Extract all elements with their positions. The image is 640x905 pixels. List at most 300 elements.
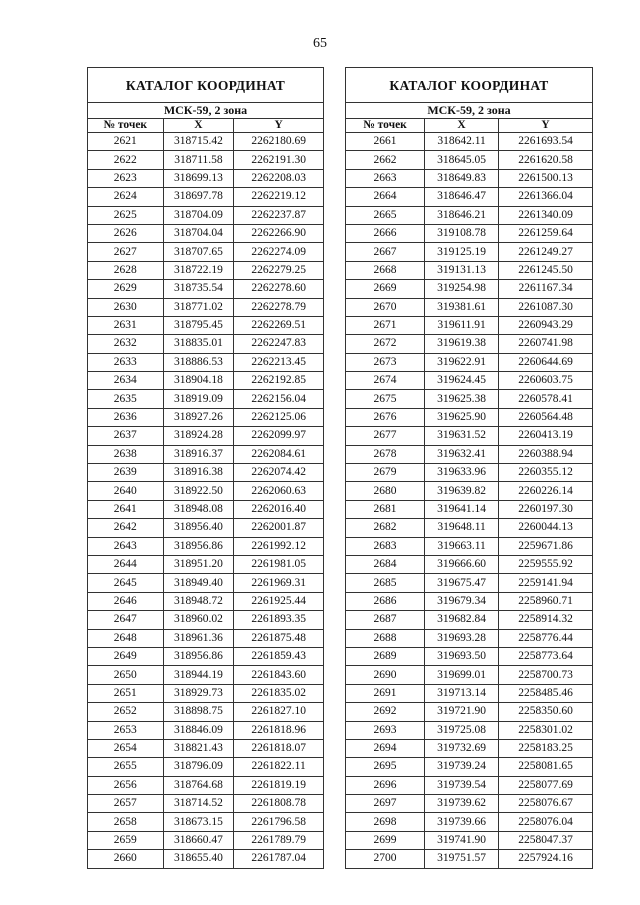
point-number-cell: 2628 xyxy=(88,261,164,279)
point-number-cell: 2692 xyxy=(346,703,425,721)
x-coordinate-cell: 318956.86 xyxy=(163,537,234,555)
y-coordinate-cell: 2258960.71 xyxy=(499,592,593,610)
x-coordinate-cell: 319632.41 xyxy=(425,445,499,463)
point-number-cell: 2624 xyxy=(88,188,164,206)
x-coordinate-cell: 319699.01 xyxy=(425,666,499,684)
y-coordinate-cell: 2262060.63 xyxy=(234,482,324,500)
x-coordinate-cell: 319619.38 xyxy=(425,335,499,353)
table-row xyxy=(88,795,324,813)
x-coordinate-cell: 319254.98 xyxy=(425,280,499,298)
x-coordinate-cell: 318735.54 xyxy=(163,280,234,298)
table-row xyxy=(346,482,593,500)
y-coordinate-cell: 2262191.30 xyxy=(234,151,324,169)
x-coordinate-cell: 319693.50 xyxy=(425,647,499,665)
point-number-cell: 2655 xyxy=(88,758,164,776)
x-coordinate-cell: 319624.45 xyxy=(425,372,499,390)
table-row xyxy=(346,703,593,721)
y-coordinate-cell: 2262125.06 xyxy=(234,408,324,426)
table-row xyxy=(346,445,593,463)
y-coordinate-cell: 2262156.04 xyxy=(234,390,324,408)
table-row xyxy=(346,298,593,316)
table-row xyxy=(88,647,324,665)
y-coordinate-cell: 2257924.16 xyxy=(499,850,593,868)
x-coordinate-cell: 318771.02 xyxy=(163,298,234,316)
table-row xyxy=(88,169,324,187)
y-coordinate-cell: 2261822.11 xyxy=(234,758,324,776)
x-coordinate-cell: 318704.04 xyxy=(163,224,234,242)
y-coordinate-cell: 2261827.10 xyxy=(234,703,324,721)
x-coordinate-cell: 318673.15 xyxy=(163,813,234,831)
coordinate-catalog-left xyxy=(87,67,324,869)
point-number-cell: 2646 xyxy=(88,592,164,610)
point-number-cell: 2667 xyxy=(346,243,425,261)
coordinate-system-label: МСК-59, 2 зона xyxy=(346,103,593,119)
y-coordinate-cell: 2262180.69 xyxy=(234,133,324,151)
point-number-cell: 2630 xyxy=(88,298,164,316)
table-row xyxy=(88,280,324,298)
x-coordinate-cell: 319751.57 xyxy=(425,850,499,868)
x-coordinate-cell: 319663.11 xyxy=(425,537,499,555)
coordinate-system-label: МСК-59, 2 зона xyxy=(88,103,324,119)
point-number-cell: 2654 xyxy=(88,739,164,757)
point-number-cell: 2626 xyxy=(88,224,164,242)
table-row xyxy=(346,372,593,390)
x-coordinate-cell: 318961.36 xyxy=(163,629,234,647)
table-row xyxy=(346,464,593,482)
y-coordinate-cell: 2260603.75 xyxy=(499,372,593,390)
y-coordinate-cell: 2262192.85 xyxy=(234,372,324,390)
y-coordinate-cell: 2260355.12 xyxy=(499,464,593,482)
y-coordinate-cell: 2262099.97 xyxy=(234,427,324,445)
point-number-cell: 2647 xyxy=(88,611,164,629)
point-number-cell: 2644 xyxy=(88,555,164,573)
y-coordinate-cell: 2261693.54 xyxy=(499,133,593,151)
table-row xyxy=(346,408,593,426)
x-coordinate-cell: 319622.91 xyxy=(425,353,499,371)
x-coordinate-cell: 318660.47 xyxy=(163,831,234,849)
table-row xyxy=(88,243,324,261)
point-number-cell: 2663 xyxy=(346,169,425,187)
x-coordinate-cell: 319648.11 xyxy=(425,519,499,537)
table-row xyxy=(346,739,593,757)
x-coordinate-cell: 319739.66 xyxy=(425,813,499,831)
y-coordinate-cell: 2262074.42 xyxy=(234,464,324,482)
y-coordinate-cell: 2261875.48 xyxy=(234,629,324,647)
table-row xyxy=(346,169,593,187)
x-coordinate-cell: 318948.08 xyxy=(163,500,234,518)
x-coordinate-cell: 318704.09 xyxy=(163,206,234,224)
table-row xyxy=(346,133,593,151)
y-coordinate-cell: 2261167.34 xyxy=(499,280,593,298)
x-coordinate-cell: 318646.21 xyxy=(425,206,499,224)
table-row xyxy=(346,537,593,555)
y-coordinate-cell: 2262016.40 xyxy=(234,500,324,518)
column-header-x: X xyxy=(425,119,499,133)
x-coordinate-cell: 319381.61 xyxy=(425,298,499,316)
x-coordinate-cell: 318795.45 xyxy=(163,316,234,334)
x-coordinate-cell: 318886.53 xyxy=(163,353,234,371)
y-coordinate-cell: 2261808.78 xyxy=(234,795,324,813)
x-coordinate-cell: 319739.24 xyxy=(425,758,499,776)
table-row xyxy=(88,335,324,353)
x-coordinate-cell: 318898.75 xyxy=(163,703,234,721)
point-number-cell: 2676 xyxy=(346,408,425,426)
point-number-cell: 2622 xyxy=(88,151,164,169)
y-coordinate-cell: 2261620.58 xyxy=(499,151,593,169)
y-coordinate-cell: 2261500.13 xyxy=(499,169,593,187)
table-row xyxy=(88,372,324,390)
x-coordinate-cell: 319666.60 xyxy=(425,555,499,573)
table-row xyxy=(88,427,324,445)
table-row xyxy=(88,758,324,776)
table-row xyxy=(88,188,324,206)
x-coordinate-cell: 319713.14 xyxy=(425,684,499,702)
x-coordinate-cell: 319641.14 xyxy=(425,500,499,518)
table-row xyxy=(88,703,324,721)
y-coordinate-cell: 2258077.69 xyxy=(499,776,593,794)
x-coordinate-cell: 318715.42 xyxy=(163,133,234,151)
point-number-cell: 2679 xyxy=(346,464,425,482)
point-number-cell: 2633 xyxy=(88,353,164,371)
y-coordinate-cell: 2261819.19 xyxy=(234,776,324,794)
y-coordinate-cell: 2258076.67 xyxy=(499,795,593,813)
y-coordinate-cell: 2262247.83 xyxy=(234,335,324,353)
table-row xyxy=(88,574,324,592)
table-row xyxy=(346,261,593,279)
y-coordinate-cell: 2258047.37 xyxy=(499,831,593,849)
table-row xyxy=(346,151,593,169)
column-header-point-number: № точек xyxy=(88,119,164,133)
point-number-cell: 2674 xyxy=(346,372,425,390)
y-coordinate-cell: 2260564.48 xyxy=(499,408,593,426)
table-row xyxy=(346,684,593,702)
x-coordinate-cell: 318646.47 xyxy=(425,188,499,206)
table-row xyxy=(346,758,593,776)
table-row xyxy=(346,316,593,334)
x-coordinate-cell: 318655.40 xyxy=(163,850,234,868)
x-coordinate-cell: 319741.90 xyxy=(425,831,499,849)
y-coordinate-cell: 2262001.87 xyxy=(234,519,324,537)
point-number-cell: 2680 xyxy=(346,482,425,500)
point-number-cell: 2694 xyxy=(346,739,425,757)
column-header-y: Y xyxy=(234,119,324,133)
table-row xyxy=(88,850,324,868)
point-number-cell: 2678 xyxy=(346,445,425,463)
table-row xyxy=(346,206,593,224)
y-coordinate-cell: 2261835.02 xyxy=(234,684,324,702)
table-body xyxy=(88,133,324,869)
y-coordinate-cell: 2260197.30 xyxy=(499,500,593,518)
table-row xyxy=(346,280,593,298)
x-coordinate-cell: 318711.58 xyxy=(163,151,234,169)
y-coordinate-cell: 2261259.64 xyxy=(499,224,593,242)
point-number-cell: 2634 xyxy=(88,372,164,390)
y-coordinate-cell: 2262266.90 xyxy=(234,224,324,242)
table-row xyxy=(346,813,593,831)
table-row xyxy=(346,629,593,647)
table-row xyxy=(346,519,593,537)
point-number-cell: 2668 xyxy=(346,261,425,279)
point-number-cell: 2677 xyxy=(346,427,425,445)
catalog-title: КАТАЛОГ КООРДИНАТ xyxy=(346,68,593,103)
x-coordinate-cell: 319131.13 xyxy=(425,261,499,279)
table-row xyxy=(88,482,324,500)
table-row xyxy=(88,831,324,849)
point-number-cell: 2632 xyxy=(88,335,164,353)
y-coordinate-cell: 2262279.25 xyxy=(234,261,324,279)
point-number-cell: 2690 xyxy=(346,666,425,684)
table-row xyxy=(346,243,593,261)
table-row xyxy=(346,776,593,794)
catalog-title: КАТАЛОГ КООРДИНАТ xyxy=(88,68,324,103)
column-header-y: Y xyxy=(499,119,593,133)
x-coordinate-cell: 318707.65 xyxy=(163,243,234,261)
point-number-cell: 2671 xyxy=(346,316,425,334)
x-coordinate-cell: 318951.20 xyxy=(163,555,234,573)
table-row xyxy=(88,500,324,518)
table-row xyxy=(88,739,324,757)
point-number-cell: 2669 xyxy=(346,280,425,298)
table-row xyxy=(88,261,324,279)
y-coordinate-cell: 2260644.69 xyxy=(499,353,593,371)
table-row xyxy=(88,316,324,334)
table-row xyxy=(88,684,324,702)
table-row xyxy=(88,592,324,610)
point-number-cell: 2636 xyxy=(88,408,164,426)
point-number-cell: 2627 xyxy=(88,243,164,261)
y-coordinate-cell: 2258776.44 xyxy=(499,629,593,647)
point-number-cell: 2653 xyxy=(88,721,164,739)
table-row xyxy=(346,831,593,849)
y-coordinate-cell: 2258773.64 xyxy=(499,647,593,665)
table-row xyxy=(88,151,324,169)
y-coordinate-cell: 2259141.94 xyxy=(499,574,593,592)
column-header-point-number: № точек xyxy=(346,119,425,133)
table-row xyxy=(346,427,593,445)
x-coordinate-cell: 319639.82 xyxy=(425,482,499,500)
table-row xyxy=(346,555,593,573)
point-number-cell: 2698 xyxy=(346,813,425,831)
table-row xyxy=(346,574,593,592)
table-row xyxy=(346,335,593,353)
point-number-cell: 2666 xyxy=(346,224,425,242)
page-number: 65 xyxy=(313,36,327,51)
y-coordinate-cell: 2261969.31 xyxy=(234,574,324,592)
x-coordinate-cell: 319739.54 xyxy=(425,776,499,794)
point-number-cell: 2661 xyxy=(346,133,425,151)
y-coordinate-cell: 2261789.79 xyxy=(234,831,324,849)
x-coordinate-cell: 319631.52 xyxy=(425,427,499,445)
point-number-cell: 2651 xyxy=(88,684,164,702)
x-coordinate-cell: 318944.19 xyxy=(163,666,234,684)
point-number-cell: 2686 xyxy=(346,592,425,610)
point-number-cell: 2670 xyxy=(346,298,425,316)
table-row xyxy=(88,445,324,463)
table-row xyxy=(88,224,324,242)
point-number-cell: 2685 xyxy=(346,574,425,592)
y-coordinate-cell: 2260741.98 xyxy=(499,335,593,353)
point-number-cell: 2635 xyxy=(88,390,164,408)
table-row xyxy=(88,629,324,647)
table-row xyxy=(88,611,324,629)
y-coordinate-cell: 2262278.79 xyxy=(234,298,324,316)
y-coordinate-cell: 2258301.02 xyxy=(499,721,593,739)
column-header-x: X xyxy=(163,119,234,133)
point-number-cell: 2660 xyxy=(88,850,164,868)
y-coordinate-cell: 2258183.25 xyxy=(499,739,593,757)
y-coordinate-cell: 2262084.61 xyxy=(234,445,324,463)
table-row xyxy=(88,666,324,684)
y-coordinate-cell: 2258700.73 xyxy=(499,666,593,684)
y-coordinate-cell: 2262208.03 xyxy=(234,169,324,187)
point-number-cell: 2689 xyxy=(346,647,425,665)
point-number-cell: 2693 xyxy=(346,721,425,739)
coordinate-catalog-right xyxy=(345,67,593,869)
x-coordinate-cell: 319682.84 xyxy=(425,611,499,629)
x-coordinate-cell: 318764.68 xyxy=(163,776,234,794)
table-row xyxy=(346,850,593,868)
point-number-cell: 2683 xyxy=(346,537,425,555)
table-row xyxy=(88,408,324,426)
table-row xyxy=(88,206,324,224)
y-coordinate-cell: 2261925.44 xyxy=(234,592,324,610)
point-number-cell: 2648 xyxy=(88,629,164,647)
point-number-cell: 2659 xyxy=(88,831,164,849)
point-number-cell: 2687 xyxy=(346,611,425,629)
y-coordinate-cell: 2260044.13 xyxy=(499,519,593,537)
y-coordinate-cell: 2261249.27 xyxy=(499,243,593,261)
table-row xyxy=(88,721,324,739)
point-number-cell: 2629 xyxy=(88,280,164,298)
y-coordinate-cell: 2261366.04 xyxy=(499,188,593,206)
point-number-cell: 2650 xyxy=(88,666,164,684)
y-coordinate-cell: 2259555.92 xyxy=(499,555,593,573)
point-number-cell: 2695 xyxy=(346,758,425,776)
point-number-cell: 2681 xyxy=(346,500,425,518)
y-coordinate-cell: 2262237.87 xyxy=(234,206,324,224)
x-coordinate-cell: 318960.02 xyxy=(163,611,234,629)
table-row xyxy=(88,813,324,831)
point-number-cell: 2658 xyxy=(88,813,164,831)
y-coordinate-cell: 2262213.45 xyxy=(234,353,324,371)
x-coordinate-cell: 319108.78 xyxy=(425,224,499,242)
point-number-cell: 2652 xyxy=(88,703,164,721)
x-coordinate-cell: 318835.01 xyxy=(163,335,234,353)
y-coordinate-cell: 2261818.96 xyxy=(234,721,324,739)
x-coordinate-cell: 319633.96 xyxy=(425,464,499,482)
point-number-cell: 2621 xyxy=(88,133,164,151)
y-coordinate-cell: 2261340.09 xyxy=(499,206,593,224)
point-number-cell: 2675 xyxy=(346,390,425,408)
point-number-cell: 2696 xyxy=(346,776,425,794)
y-coordinate-cell: 2261245.50 xyxy=(499,261,593,279)
y-coordinate-cell: 2260388.94 xyxy=(499,445,593,463)
table-row xyxy=(346,500,593,518)
table-row xyxy=(346,188,593,206)
table-row xyxy=(88,353,324,371)
x-coordinate-cell: 318645.05 xyxy=(425,151,499,169)
point-number-cell: 2657 xyxy=(88,795,164,813)
table-row xyxy=(346,647,593,665)
x-coordinate-cell: 318821.43 xyxy=(163,739,234,757)
table-row xyxy=(346,611,593,629)
x-coordinate-cell: 319611.91 xyxy=(425,316,499,334)
x-coordinate-cell: 318916.37 xyxy=(163,445,234,463)
x-coordinate-cell: 318922.50 xyxy=(163,482,234,500)
y-coordinate-cell: 2261859.43 xyxy=(234,647,324,665)
y-coordinate-cell: 2261796.58 xyxy=(234,813,324,831)
point-number-cell: 2691 xyxy=(346,684,425,702)
y-coordinate-cell: 2261981.05 xyxy=(234,555,324,573)
table-row xyxy=(88,776,324,794)
table-row xyxy=(88,519,324,537)
x-coordinate-cell: 318956.86 xyxy=(163,647,234,665)
table-row xyxy=(346,224,593,242)
point-number-cell: 2645 xyxy=(88,574,164,592)
y-coordinate-cell: 2259671.86 xyxy=(499,537,593,555)
point-number-cell: 2649 xyxy=(88,647,164,665)
table-row xyxy=(88,555,324,573)
x-coordinate-cell: 319721.90 xyxy=(425,703,499,721)
x-coordinate-cell: 318919.09 xyxy=(163,390,234,408)
point-number-cell: 2643 xyxy=(88,537,164,555)
x-coordinate-cell: 318846.09 xyxy=(163,721,234,739)
point-number-cell: 2623 xyxy=(88,169,164,187)
table-row xyxy=(88,537,324,555)
point-number-cell: 2672 xyxy=(346,335,425,353)
y-coordinate-cell: 2261992.12 xyxy=(234,537,324,555)
point-number-cell: 2673 xyxy=(346,353,425,371)
x-coordinate-cell: 318699.13 xyxy=(163,169,234,187)
table-row xyxy=(88,390,324,408)
point-number-cell: 2641 xyxy=(88,500,164,518)
x-coordinate-cell: 319693.28 xyxy=(425,629,499,647)
x-coordinate-cell: 318916.38 xyxy=(163,464,234,482)
x-coordinate-cell: 318948.72 xyxy=(163,592,234,610)
table-row xyxy=(346,592,593,610)
point-number-cell: 2688 xyxy=(346,629,425,647)
y-coordinate-cell: 2260578.41 xyxy=(499,390,593,408)
y-coordinate-cell: 2261818.07 xyxy=(234,739,324,757)
x-coordinate-cell: 318949.40 xyxy=(163,574,234,592)
point-number-cell: 2637 xyxy=(88,427,164,445)
table-row xyxy=(346,353,593,371)
x-coordinate-cell: 319625.38 xyxy=(425,390,499,408)
x-coordinate-cell: 318956.40 xyxy=(163,519,234,537)
y-coordinate-cell: 2261893.35 xyxy=(234,611,324,629)
x-coordinate-cell: 319125.19 xyxy=(425,243,499,261)
x-coordinate-cell: 318796.09 xyxy=(163,758,234,776)
x-coordinate-cell: 319739.62 xyxy=(425,795,499,813)
x-coordinate-cell: 319679.34 xyxy=(425,592,499,610)
table-row xyxy=(88,464,324,482)
x-coordinate-cell: 319625.90 xyxy=(425,408,499,426)
y-coordinate-cell: 2261087.30 xyxy=(499,298,593,316)
point-number-cell: 2642 xyxy=(88,519,164,537)
table-row xyxy=(88,298,324,316)
y-coordinate-cell: 2262269.51 xyxy=(234,316,324,334)
point-number-cell: 2625 xyxy=(88,206,164,224)
y-coordinate-cell: 2258350.60 xyxy=(499,703,593,721)
y-coordinate-cell: 2262278.60 xyxy=(234,280,324,298)
point-number-cell: 2631 xyxy=(88,316,164,334)
x-coordinate-cell: 319732.69 xyxy=(425,739,499,757)
x-coordinate-cell: 318904.18 xyxy=(163,372,234,390)
y-coordinate-cell: 2262274.09 xyxy=(234,243,324,261)
point-number-cell: 2639 xyxy=(88,464,164,482)
table-body xyxy=(346,133,593,869)
point-number-cell: 2664 xyxy=(346,188,425,206)
